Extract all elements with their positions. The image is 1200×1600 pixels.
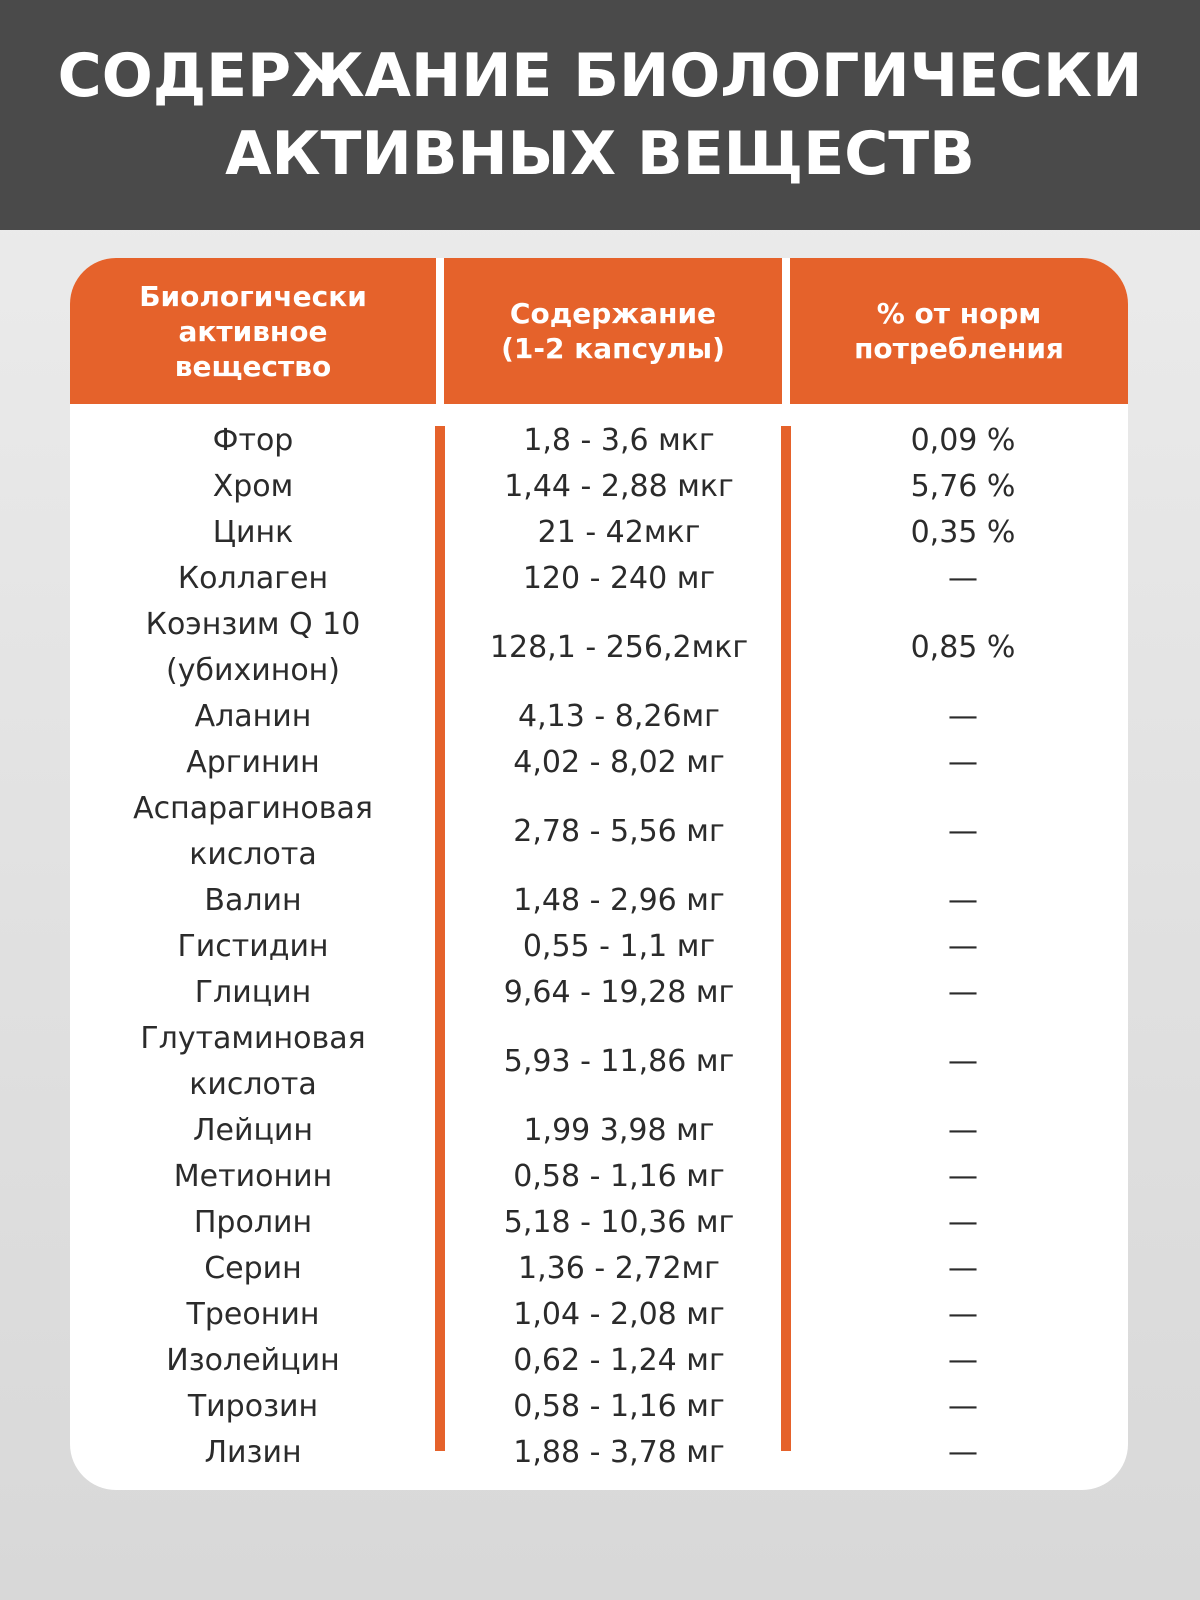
substance-percent: — (948, 1205, 978, 1240)
substance-percent: 5,76 % (910, 469, 1016, 504)
table-row (70, 1108, 1128, 1154)
table-row (70, 418, 1128, 464)
table-row (70, 924, 1128, 970)
title-banner (0, 0, 1200, 230)
substance-percent: — (948, 883, 978, 918)
substance-content: 0,58 - 1,16 мг (513, 1389, 725, 1424)
substance-content: 1,8 - 3,6 мкг (523, 423, 715, 458)
substance-percent: — (948, 1113, 978, 1148)
nutrient-table-card (70, 258, 1128, 1490)
substance-percent: — (948, 929, 978, 964)
substance-percent: 0,35 % (910, 515, 1016, 550)
column-header-substance-label: Биологически активное вещество (139, 279, 367, 383)
column-header-content (444, 258, 782, 404)
column-header-substance (70, 258, 436, 404)
table-row (70, 1338, 1128, 1384)
table-row (70, 1200, 1128, 1246)
substance-content: 5,18 - 10,36 мг (503, 1205, 735, 1240)
substance-name: Коэнзим Q 10 (убихинон) (145, 607, 361, 688)
substance-content: 2,78 - 5,56 мг (513, 814, 725, 849)
substance-name: Цинк (212, 515, 294, 550)
substance-name: Серин (204, 1251, 302, 1286)
substance-percent: — (948, 1297, 978, 1332)
table-row (70, 878, 1128, 924)
page-title-line-1: СОДЕРЖАНИЕ БИОЛОГИЧЕСКИ (57, 41, 1143, 111)
table-row (70, 786, 1128, 878)
table-body (70, 418, 1128, 1476)
substance-percent: — (948, 561, 978, 596)
substance-percent: — (948, 814, 978, 849)
substance-percent: — (948, 975, 978, 1010)
column-header-percent (790, 258, 1128, 404)
table-row (70, 1016, 1128, 1108)
substance-content: 128,1 - 256,2мкг (489, 630, 749, 665)
page-title-line-2: АКТИВНЫХ ВЕЩЕСТВ (225, 119, 975, 189)
column-header-content-label: Содержание (1-2 капсулы) (501, 297, 725, 365)
substance-name: Гистидин (177, 929, 329, 964)
table-row (70, 464, 1128, 510)
table-row (70, 556, 1128, 602)
substance-content: 4,13 - 8,26мг (518, 699, 720, 734)
substance-percent: — (948, 1159, 978, 1194)
table-row (70, 510, 1128, 556)
substance-percent: 0,85 % (910, 630, 1016, 665)
substance-content: 9,64 - 19,28 мг (503, 975, 735, 1010)
table-row (70, 1430, 1128, 1476)
table-row (70, 694, 1128, 740)
substance-name: Фтор (212, 423, 294, 458)
substance-name: Хром (212, 469, 294, 504)
table-row (70, 1246, 1128, 1292)
substance-name: Аланин (194, 699, 312, 734)
substance-content: 1,04 - 2,08 мг (513, 1297, 725, 1332)
table-row (70, 1292, 1128, 1338)
substance-percent: — (948, 1044, 978, 1079)
substance-content: 0,55 - 1,1 мг (522, 929, 716, 964)
substance-content: 120 - 240 мг (522, 561, 716, 596)
substance-name: Аргинин (186, 745, 320, 780)
table-row (70, 602, 1128, 694)
column-header-percent-label: % от норм потребления (854, 297, 1064, 365)
substance-name: Метионин (173, 1159, 333, 1194)
substance-content: 4,02 - 8,02 мг (513, 745, 725, 780)
substance-name: Аспарагиновая кислота (133, 791, 373, 872)
substance-name: Глицин (194, 975, 312, 1010)
table-row (70, 1384, 1128, 1430)
substance-content: 1,99 3,98 мг (523, 1113, 715, 1148)
substance-percent: — (948, 745, 978, 780)
table-row (70, 740, 1128, 786)
substance-name: Лейцин (192, 1113, 314, 1148)
substance-percent: — (948, 1435, 978, 1470)
substance-percent: — (948, 1343, 978, 1378)
substance-name: Глутаминовая кислота (140, 1021, 366, 1102)
substance-content: 1,48 - 2,96 мг (513, 883, 725, 918)
substance-content: 1,44 - 2,88 мкг (504, 469, 734, 504)
substance-content: 0,58 - 1,16 мг (513, 1159, 725, 1194)
substance-content: 1,36 - 2,72мг (518, 1251, 720, 1286)
substance-content: 0,62 - 1,24 мг (513, 1343, 725, 1378)
substance-name: Лизин (204, 1435, 302, 1470)
substance-percent: — (948, 1251, 978, 1286)
substance-percent: 0,09 % (910, 423, 1016, 458)
substance-name: Пролин (193, 1205, 313, 1240)
substance-content: 21 - 42мкг (537, 515, 701, 550)
table-row (70, 1154, 1128, 1200)
substance-name: Треонин (186, 1297, 320, 1332)
substance-name: Изолейцин (166, 1343, 340, 1378)
substance-name: Валин (204, 883, 302, 918)
substance-content: 5,93 - 11,86 мг (503, 1044, 735, 1079)
substance-percent: — (948, 699, 978, 734)
substance-name: Тирозин (187, 1389, 319, 1424)
substance-content: 1,88 - 3,78 мг (513, 1435, 725, 1470)
table-row (70, 970, 1128, 1016)
substance-name: Коллаген (177, 561, 329, 596)
substance-percent: — (948, 1389, 978, 1424)
